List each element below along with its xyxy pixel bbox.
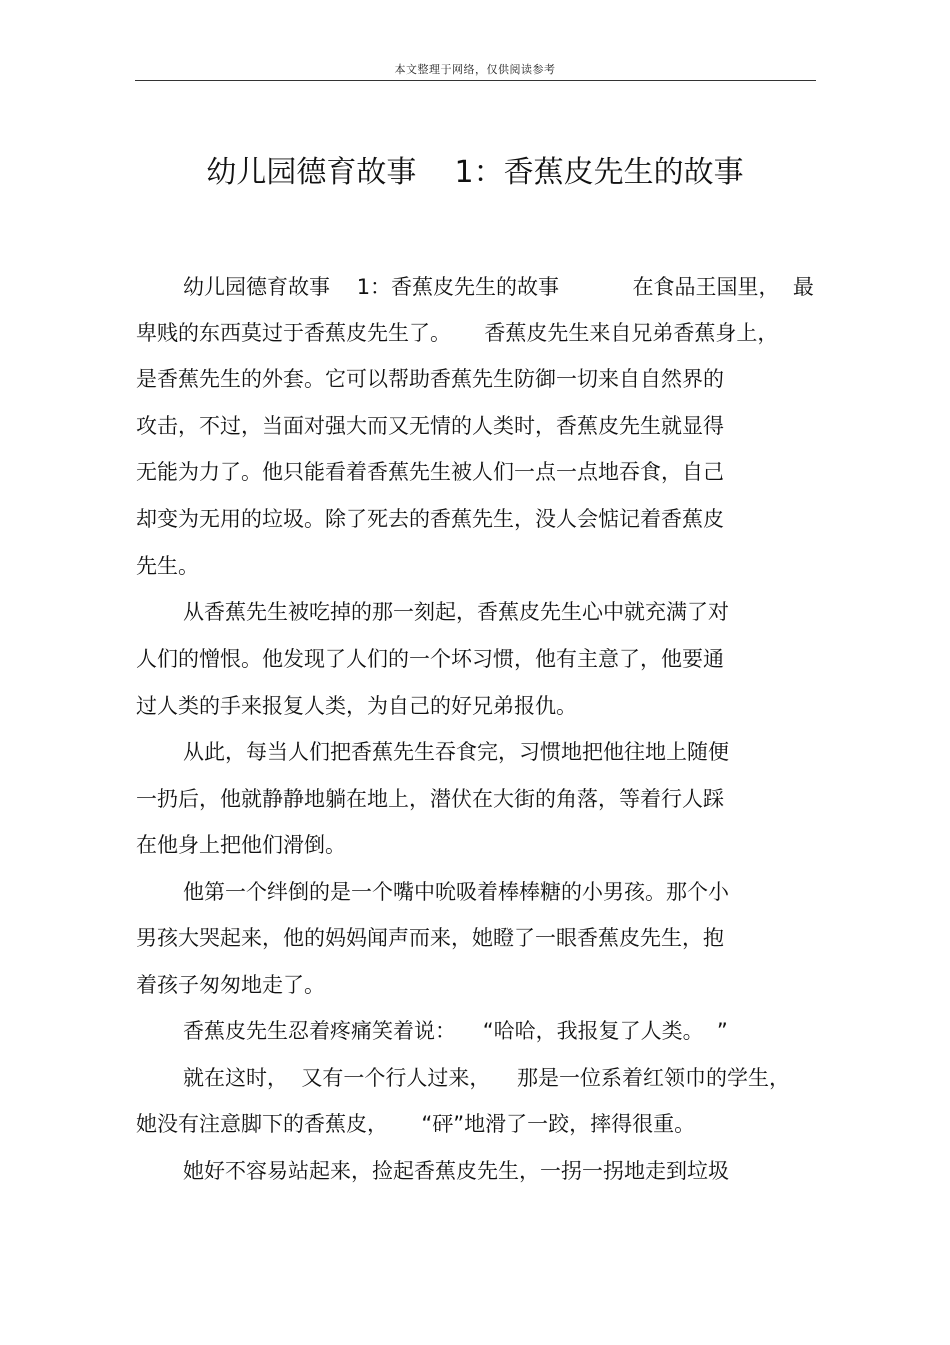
body-line: 从此，每当人们把香蕉先生吞食完，习惯地把他往地上随便	[183, 740, 729, 764]
header-divider	[135, 80, 816, 81]
body-line: 却变为无用的垃圾。除了死去的香蕉先生，没人会惦记着香蕉皮	[136, 507, 724, 531]
body-line: 是香蕉先生的外套。它可以帮助香蕉先生防御一切来自自然界的	[136, 367, 724, 391]
body-line: 先生。	[136, 554, 199, 578]
body-line: 她没有注意脚下的香蕉皮， “砰”地滑了一跤，摔得很重。	[136, 1112, 696, 1136]
body-line: 过人类的手来报复人类，为自己的好兄弟报仇。	[136, 694, 577, 718]
body-line: 她好不容易站起来，捡起香蕉皮先生，一拐一拐地走到垃圾	[183, 1159, 729, 1183]
body-line: 着孩子匆匆地走了。	[136, 973, 325, 997]
body-line: 一扔后，他就静静地躺在地上，潜伏在大街的角落，等着行人踩	[136, 787, 724, 811]
body-line: 在他身上把他们滑倒。	[136, 833, 346, 857]
body-line: 他第一个绊倒的是一个嘴中吮吸着棒棒糖的小男孩。那个小	[183, 880, 729, 904]
body-line: 卑贱的东西莫过于香蕉皮先生了。 香蕉皮先生来自兄弟香蕉身上，	[136, 321, 779, 345]
body-line: 攻击，不过，当面对强大而又无情的人类时，香蕉皮先生就显得	[136, 414, 724, 438]
body-line: 幼儿园德育故事 1：香蕉皮先生的故事 在食品王国里， 最	[183, 275, 814, 299]
body-line: 人们的憎恨。他发现了人们的一个坏习惯，他有主意了，他要通	[136, 647, 724, 671]
body-line: 就在这时， 又有一个行人过来， 那是一位系着红领巾的学生，	[183, 1066, 791, 1090]
document-title: 幼儿园德育故事 1：香蕉皮先生的故事	[206, 155, 744, 190]
header-note: 本文整理于网络，仅供阅读参考	[394, 63, 556, 76]
body-line: 无能为力了。他只能看着香蕉先生被人们一点一点地吞食，自己	[136, 460, 724, 484]
body-line: 男孩大哭起来，他的妈妈闻声而来，她瞪了一眼香蕉皮先生，抱	[136, 926, 724, 950]
body-line: 从香蕉先生被吃掉的那一刻起，香蕉皮先生心中就充满了对	[183, 600, 729, 624]
body-line: 香蕉皮先生忍着疼痛笑着说： “哈哈，我报复了人类。 ”	[183, 1019, 728, 1043]
